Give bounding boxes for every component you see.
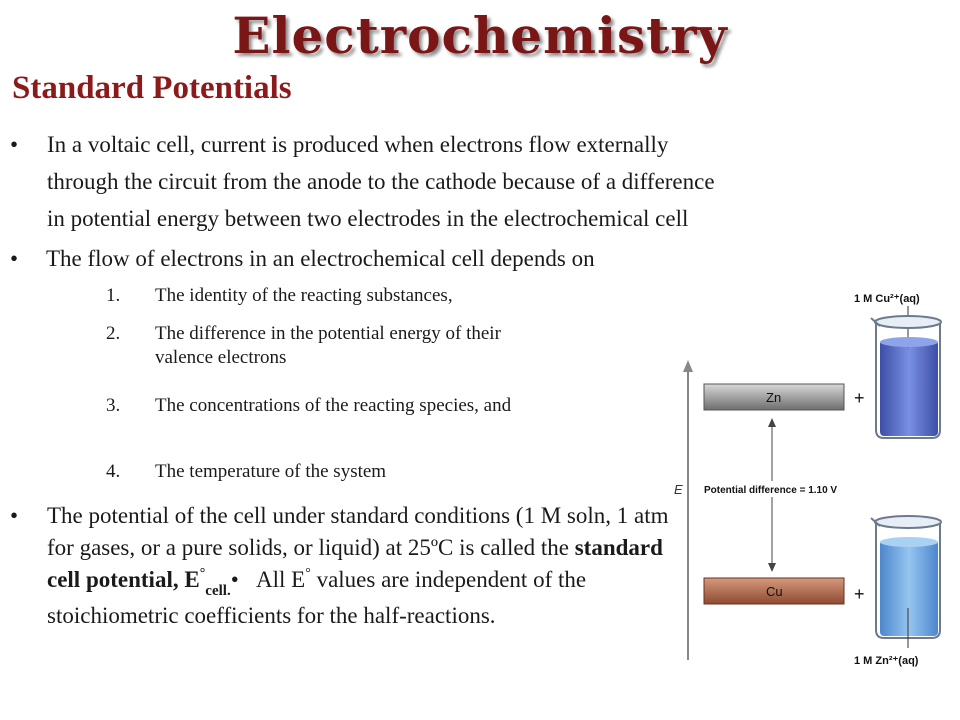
- degree-symbol: °: [199, 566, 206, 581]
- bullet-text: The flow of electrons in an electrochemical cell depends on: [46, 246, 595, 271]
- plus-sign: +: [854, 584, 865, 604]
- cell-subscript: cell.: [205, 583, 231, 599]
- bullet-text-line3: in potential energy between two electrodes in the electrochemical cell: [47, 206, 689, 231]
- beaker-icon: [871, 516, 941, 638]
- text-part3: values are independent of the stoichiometric coefficients for the half-reactions.: [47, 567, 587, 628]
- slide-subtitle: Standard Potentials: [12, 70, 292, 106]
- beaker-icon: [871, 316, 941, 438]
- factor-item: [106, 394, 526, 418]
- cu-label: Cu: [766, 584, 783, 599]
- arrowhead-down-icon: [768, 563, 776, 572]
- bullet-paragraph: [47, 500, 670, 632]
- factor-item: [106, 322, 526, 370]
- degree-symbol-2: °: [305, 566, 311, 581]
- factor-number: 3.: [106, 395, 121, 416]
- bullet-electron-flow: [10, 240, 770, 277]
- bullet-marker: •: [10, 503, 19, 528]
- top-solution-label: 1 M Cu²⁺(aq): [854, 293, 920, 305]
- bullet-voltaic-cell: [10, 126, 930, 237]
- factor-text: The identity of the reacting substances,: [155, 285, 453, 306]
- cell-potential-diagram: [668, 278, 958, 672]
- factor-number: 2.: [106, 323, 121, 344]
- factor-number: 1.: [106, 285, 121, 306]
- inline-bullet: •: [230, 567, 239, 592]
- text-part2: All E: [256, 567, 306, 592]
- energy-axis-arrowhead-icon: [683, 360, 693, 372]
- zn-label: Zn: [766, 390, 782, 405]
- term-standard-cell-potential: standard cell potential, E: [47, 535, 663, 592]
- slide-title: Electrochemistry: [232, 6, 728, 65]
- plus-sign: +: [854, 388, 865, 408]
- factor-item: [106, 460, 526, 484]
- factor-text: The temperature of the system: [155, 461, 387, 482]
- bullet-standard-potential: [10, 500, 670, 632]
- energy-axis-label: E: [674, 482, 683, 497]
- factor-text: The concentrations of the reacting species, and: [155, 395, 512, 416]
- bottom-solution-label: 1 M Zn²⁺(aq): [854, 655, 919, 667]
- text-part1: The potential of the cell under standard conditions (1 M soln, 1 atm for gases, or a pure solids, or liquid) at 25ºC is called the: [47, 503, 669, 560]
- bullet-marker: •: [10, 132, 19, 157]
- potential-difference-label: Potential difference = 1.10 V: [704, 485, 838, 496]
- factor-item: [106, 284, 586, 308]
- bullet-marker: •: [10, 246, 19, 271]
- factor-text: The difference in the potential energy of their valence electrons: [155, 323, 501, 368]
- arrowhead-up-icon: [768, 418, 776, 427]
- bullet-text-line1: In a voltaic cell, current is produced when electrons flow externally: [47, 132, 669, 157]
- factor-number: 4.: [106, 461, 121, 482]
- bullet-text-line2: through the circuit from the anode to the cathode because of a difference: [47, 169, 715, 194]
